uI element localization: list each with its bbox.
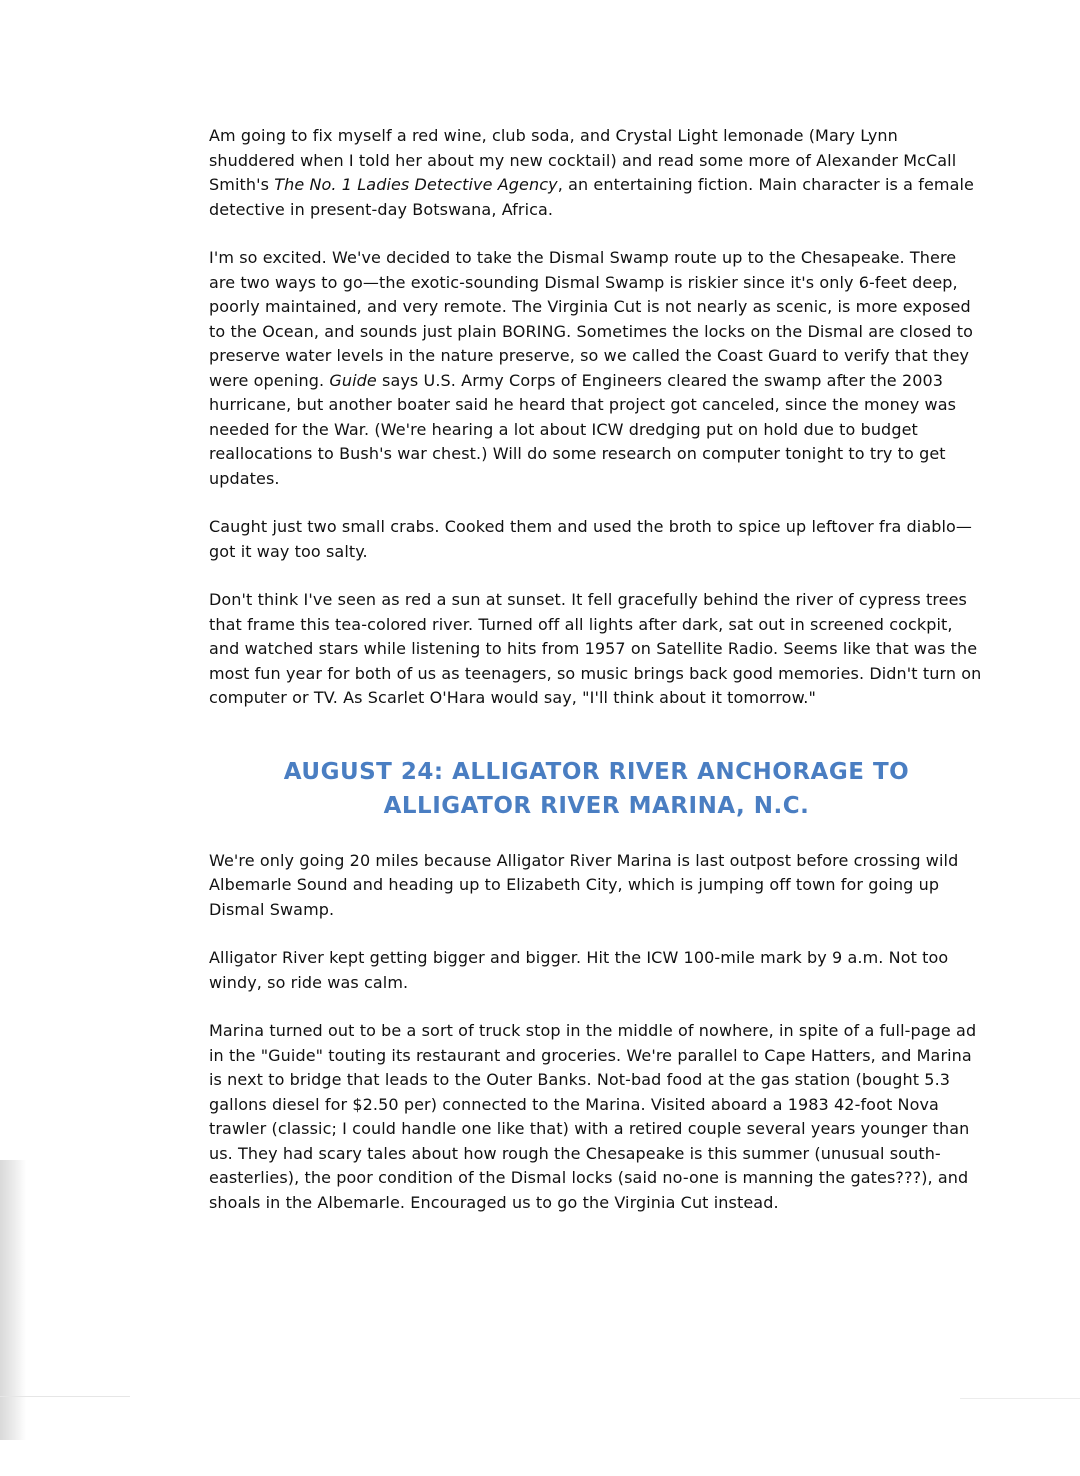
scan-artifact-line [960,1398,1080,1399]
section-heading [209,755,984,823]
paragraph-text: , an entertaining fiction. Main character is a female detective in present-day Botswana, Africa. [209,175,974,219]
paragraph-20-miles: We're only going 20 miles because Alligator River Marina is last outpost before crossing wild Albemarle Sound and heading up to Elizabeth City, which is jumping off town for going up Dismal Swamp. [209,850,959,919]
paragraph-sunset: Don't think I've seen as red a sun at sunset. It fell gracefully behind the river of cypress trees that frame this tea-colored river. Turned off all lights after dark, sat out in screened cockpit, and watched stars while listening to hits from 1957 on Satellite Radio. Seems like that was the most fun year for both of us as teenagers, so music brings back good memories. Didn't turn on computer or TV. As Scarlet O'Hara would say, "I'll think about it tomorrow." [209,590,982,707]
paragraph-crabs: Caught just two small crabs. Cooked them and used the broth to spice up leftover fra diablo—got it way too salty. [209,517,973,561]
heading-line-1: AUGUST 24: ALLIGATOR RIVER ANCHORAGE TO [283,758,910,785]
guide-reference: Guide [329,370,377,390]
paragraph-alligator-river: Alligator River kept getting bigger and bigger. Hit the ICW 100-mile mark by 9 a.m. Not too windy, so ride was calm. [209,948,949,992]
heading-line-2: ALLIGATOR RIVER MARINA, N.C. [383,792,810,819]
paragraph-dismal-swamp [209,246,984,491]
scan-artifact-line [0,1396,130,1397]
paragraph-text: says U.S. Army Corps of Engineers cleared the swamp after the 2003 hurricane, but another boater said he heard that project got canceled, since the money was needed for the War. (We're hearing a lot about ICW dredging put on hold due to budget reallocations to Bush's war chest.) Will do some research on computer tonight to try to get updates. [209,370,957,488]
paragraph-cocktail [209,124,984,222]
book-title: The No. 1 Ladies Detective Agency [274,175,558,194]
paragraph-text: Am going to fix myself a red wine, club soda, and Crystal Light lemonade (Mary Lynn shuddered when I told her about my new cocktail) and read some more of Alexander McCall Smith's [209,126,957,194]
scan-edge-shadow [0,1160,26,1440]
paragraph-text: I'm so excited. We've decided to take the Dismal Swamp route up to the Chesapeake. There are two ways to go—the exotic-sounding Dismal Swamp is riskier since it's only 6-feet deep, poorly maintained, and very remote. The Virginia Cut is not nearly as scenic, is more exposed to the Ocean, and sounds just plain BORING. Sometimes the locks on the Dismal are closed to preserve water levels in the nature preserve, so we called the Coast Guard to verify that they were opening. [209,248,974,390]
document-body [209,124,984,1239]
paragraph-marina: Marina turned out to be a sort of truck stop in the middle of nowhere, in spite of a full-page ad in the "Guide" touting its restaurant and groceries. We're parallel to Cape Hatters, and Marina is next to bridge that leads to the Outer Banks. Not-bad food at the gas station (bought 5.3 gallons diesel for $2.50 per) connected to the Marina. Visited aboard a 1983 42-foot Nova trawler (classic; I could handle one like that) with a retired couple several years younger than us. They had scary tales about how rough the Chesapeake is this summer (unusual south-easterlies), the poor condition of the Dismal locks (said no-one is manning the gates???), and shoals in the Albemarle. Encouraged us to go the Virginia Cut instead. [209,1021,977,1212]
